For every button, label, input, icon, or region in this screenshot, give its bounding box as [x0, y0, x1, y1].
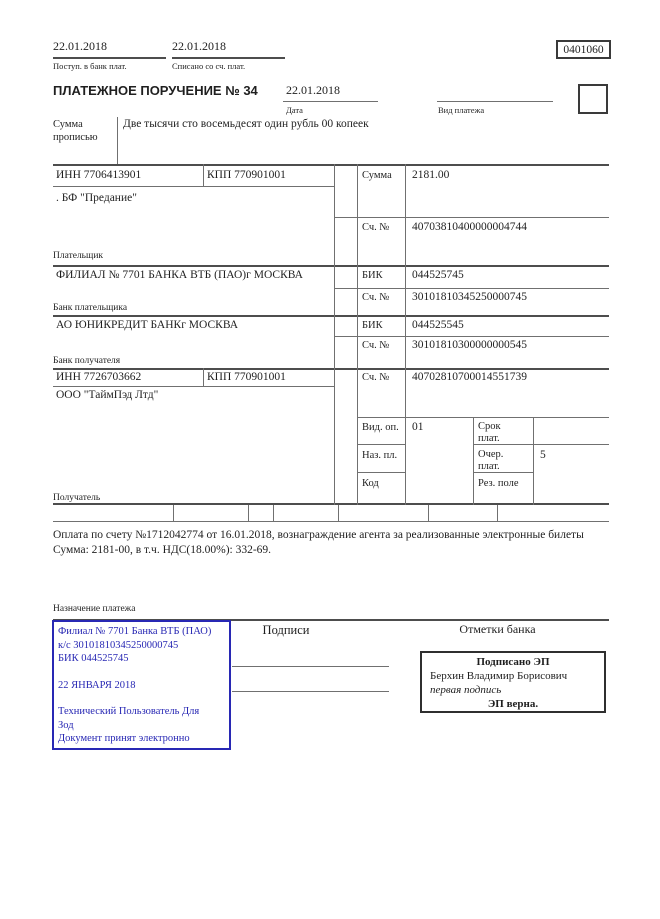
date-received: 22.01.2018 [53, 39, 107, 53]
payer-inn: ИНН 7706413901 [56, 169, 142, 181]
payee-inn: ИНН 7726703662 [56, 371, 142, 383]
sum-label: Сумма [362, 170, 392, 181]
stamp-signature-kind: первая подпись [430, 684, 502, 696]
payer-kpp: КПП 770901001 [207, 169, 286, 181]
grid-line [203, 164, 204, 186]
payee-bank-label: Банк получателя [53, 356, 121, 366]
payer-label: Плательщик [53, 251, 104, 261]
grid-line [338, 505, 339, 521]
payee-bank-bik-label: БИК [362, 320, 383, 331]
payer-name: . БФ "Предание" [56, 192, 137, 204]
reserve-field-label: Рез. поле [478, 478, 519, 489]
grid-line [357, 417, 609, 418]
grid-line [53, 368, 609, 370]
grid-line [203, 368, 204, 386]
payee-kpp: КПП 770901001 [207, 371, 286, 383]
grid-line [428, 505, 429, 521]
grid-line [173, 505, 174, 521]
op-type-value: 01 [412, 421, 424, 433]
grid-line [334, 164, 335, 505]
form-code-box: 0401060 [556, 40, 611, 59]
divider [283, 101, 378, 102]
stamp-line: 22 ЯНВАРЯ 2018 [58, 679, 136, 691]
stamp-gap [58, 666, 229, 679]
stamp-line: БИК 044525745 [58, 653, 129, 664]
signature-verified-stamp [420, 651, 606, 713]
grid-line [497, 505, 498, 521]
payment-purpose-label: Назначение платежа [53, 604, 136, 614]
grid-line [334, 217, 609, 218]
stamp-title: Подписано ЭП [476, 656, 550, 668]
payment-purpose-text: Оплата по счету №1712042774 от 16.01.2018, вознаграждение агента за реализованные электронные билеты Сумма: 2181-00, в т.ч. НДС(18.00%): 332-69. [53, 529, 584, 556]
payee-bank-name: АО ЮНИКРЕДИТ БАНКг МОСКВА [56, 319, 239, 331]
divider [53, 57, 166, 59]
grid-line [53, 164, 609, 166]
code-label: Код [362, 478, 379, 489]
payment-type-label: Вид платежа [438, 105, 485, 115]
op-type-label: Вид. оп. [362, 422, 399, 433]
grid-line [334, 336, 609, 337]
payee-bank-account: 30101810300000000545 [412, 339, 527, 351]
payer-bank-bik-label: БИК [362, 270, 383, 281]
amount-in-words: Две тысячи сто восемьдесят один рубль 00 копеек [123, 118, 369, 130]
payee-account-label: Сч. № [362, 372, 390, 383]
payer-bank-account-label: Сч. № [362, 292, 390, 303]
payer-bank-bik: 044525745 [412, 269, 464, 281]
stamp-line: Филиал № 7701 Банка ВТБ (ПАО) [58, 626, 212, 637]
grid-line [53, 186, 334, 187]
payer-bank-name: ФИЛИАЛ № 7701 БАНКА ВТБ (ПАО)г МОСКВА [56, 269, 303, 281]
divider [437, 101, 553, 102]
grid-line [357, 472, 405, 473]
grid-line [357, 164, 358, 505]
bank-electronic-stamp [52, 620, 231, 750]
grid-line [357, 444, 405, 445]
grid-line [53, 265, 609, 267]
payee-name: ООО "ТаймПэд Лтд" [56, 389, 159, 401]
document-date: 22.01.2018 [286, 83, 340, 97]
payee-bank-account-label: Сч. № [362, 340, 390, 351]
divider [117, 117, 118, 164]
priority-value: 5 [540, 449, 546, 461]
stamp-gap [58, 692, 229, 705]
signature-line [232, 691, 389, 692]
stamp-line: к/с 30101810345250000745 [58, 639, 179, 651]
signature-line [232, 666, 389, 667]
sum-value: 2181.00 [412, 169, 450, 181]
pay-term-label: Срок плат. [478, 421, 501, 444]
payment-type-box [578, 84, 608, 114]
payer-account: 40703810400000004744 [412, 221, 527, 233]
purpose-code-label: Наз. пл. [362, 450, 398, 461]
grid-line [473, 417, 474, 505]
date-label: Дата [286, 105, 303, 115]
grid-line [248, 505, 249, 521]
divider [172, 57, 285, 59]
date-debited: 22.01.2018 [172, 39, 226, 53]
stamp-line: Технический Пользователь Для [58, 706, 200, 717]
grid-line [405, 164, 406, 505]
priority-label: Очер. плат. [478, 449, 504, 472]
stamp-signer-name: Берхин Владимир Борисович [430, 670, 568, 682]
payee-bank-bik: 044525545 [412, 319, 464, 331]
grid-line [273, 505, 274, 521]
date-received-label: Поступ. в банк плат. [53, 61, 127, 71]
grid-line [533, 417, 534, 505]
stamp-verified-text: ЭП верна. [487, 698, 539, 710]
signatures-label: Подписи [262, 623, 310, 637]
grid-line [53, 315, 609, 317]
stamp-line: Зод [58, 719, 74, 731]
grid-line [53, 386, 334, 387]
bank-marks-label: Отметки банка [459, 622, 536, 636]
date-debited-label: Списано со сч. плат. [172, 61, 246, 71]
payee-label: Получатель [53, 493, 101, 503]
amount-in-words-label: Сумма прописью [53, 119, 98, 143]
grid-line [334, 288, 609, 289]
payee-account: 40702810700014551739 [412, 371, 527, 383]
stamp-line: Документ принят электронно [58, 733, 190, 744]
payer-bank-account: 30101810345250000745 [412, 291, 527, 303]
grid-line [53, 521, 609, 522]
grid-line [53, 503, 609, 505]
document-title: ПЛАТЕЖНОЕ ПОРУЧЕНИЕ № 34 [53, 83, 258, 98]
payer-account-label: Сч. № [362, 222, 390, 233]
payer-bank-label: Банк плательщика [53, 303, 128, 313]
